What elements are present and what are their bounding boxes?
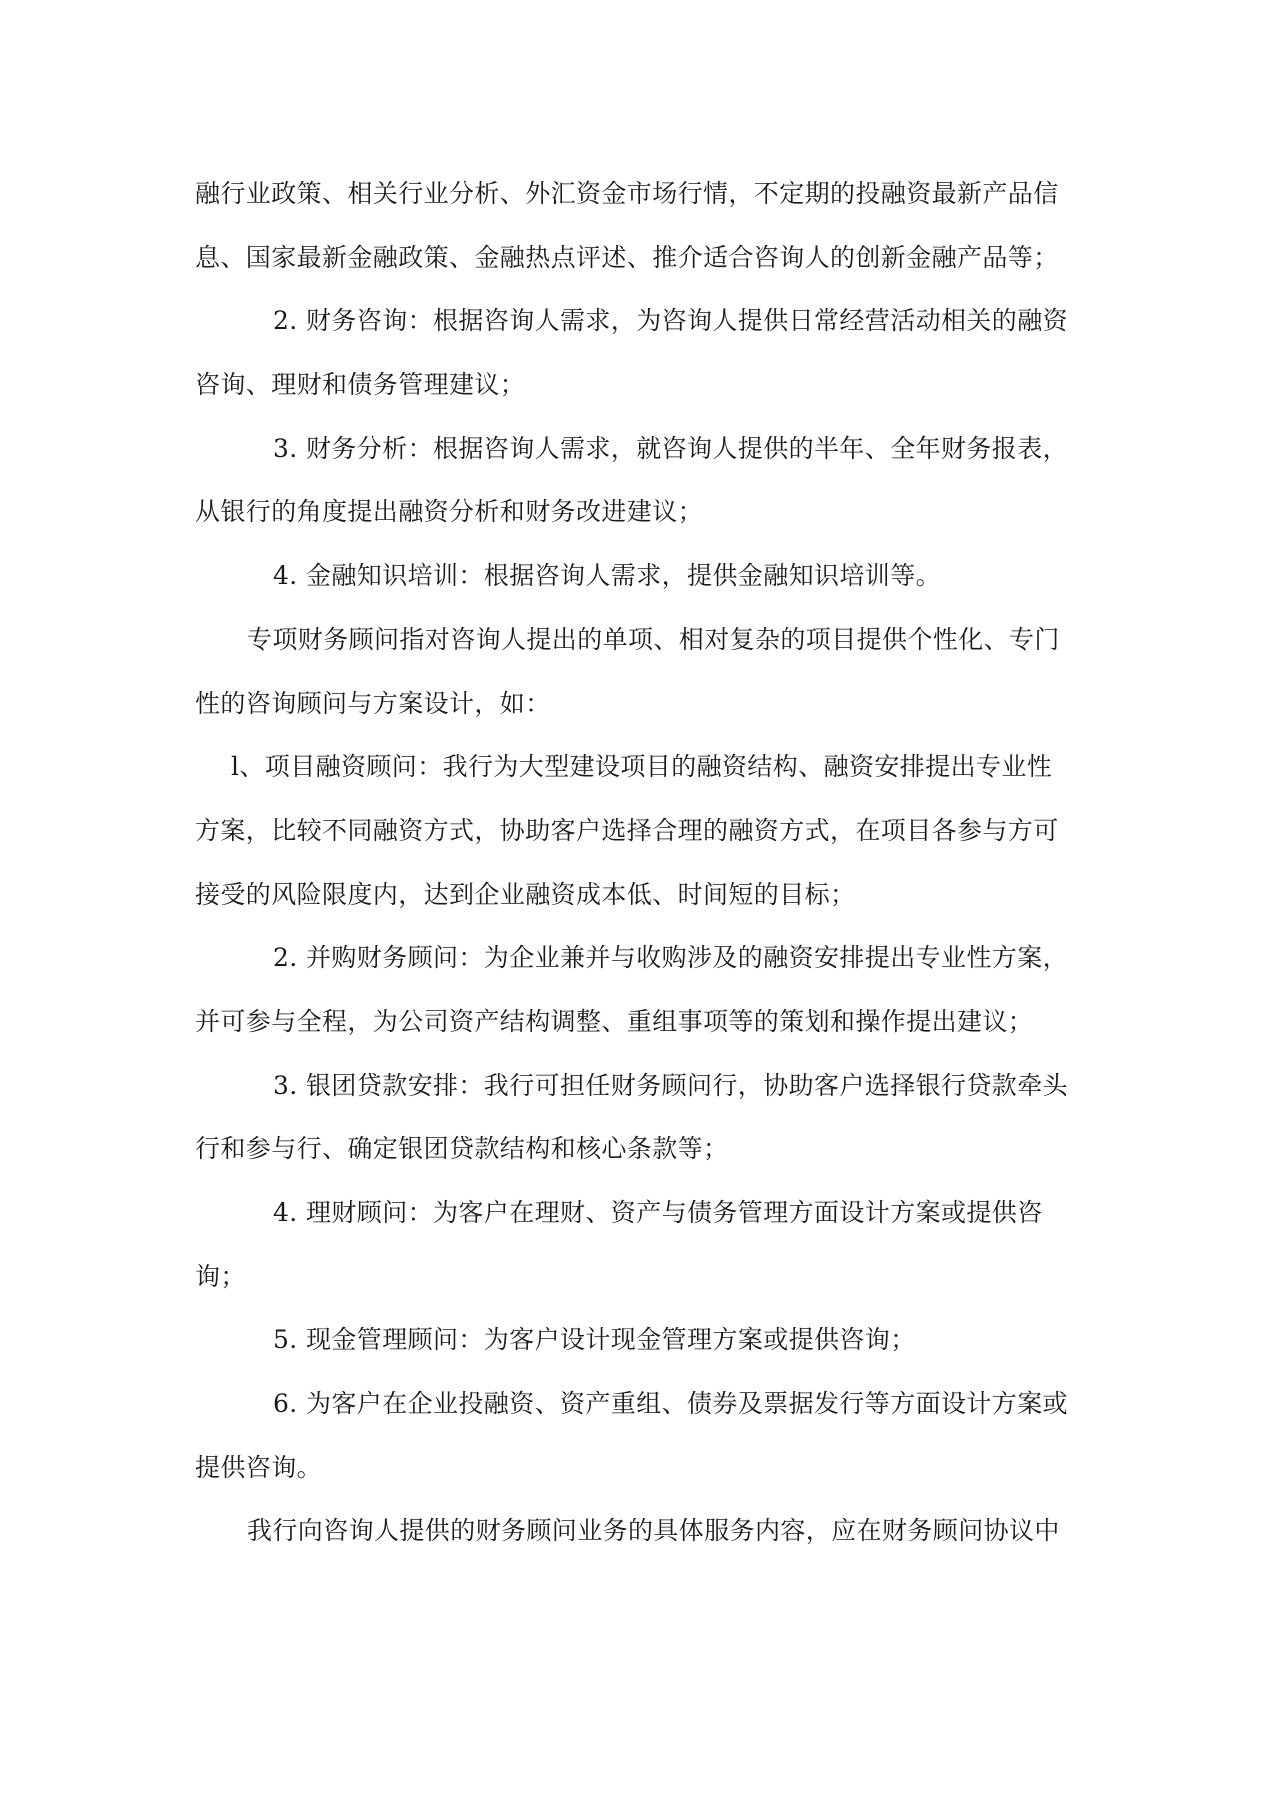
text-line: 2. 财务咨询：根据咨询人需求，为咨询人提供日常经营活动相关的融资	[273, 306, 1069, 336]
paragraph-intro-continuation	[195, 162, 1095, 289]
text-line: 3. 银团贷款安排：我行可担任财务顾问行，协助客户选择银行贷款牵头	[273, 1070, 1069, 1100]
paragraph-special-advisory	[195, 608, 1095, 735]
text-line: 4. 理财顾问：为客户在理财、资产与债务管理方面设计方案或提供咨	[273, 1198, 1043, 1227]
text-line: 3. 财务分析：根据咨询人需求，就咨询人提供的半年、全年财务报表，	[273, 433, 1069, 463]
text-line: 融行业政策、相关行业分析、外汇资金市场行情，不定期的投融资最新产品信	[195, 179, 1059, 208]
paragraph-training	[195, 544, 1095, 608]
paragraph-service-content	[195, 1499, 1095, 1563]
paragraph-wealth-advisory	[195, 1181, 1095, 1308]
text-line: 性的咨询顾问与方案设计，如：	[195, 688, 551, 718]
text-line: 方案，比较不同融资方式，协助客户选择合理的融资方式，在项目各参与方可	[195, 815, 1059, 845]
text-line: 专项财务顾问指对咨询人提出的单项、相对复杂的项目提供个性化、专门	[247, 624, 1060, 654]
text-line: 2. 并购财务顾问：为企业兼并与收购涉及的融资安排提出专业性方案，	[273, 943, 1069, 973]
paragraph-financial-consulting	[195, 289, 1095, 416]
text-line: 息、国家最新金融政策、金融热点评述、推介适合咨询人的创新金融产品等；	[195, 242, 1059, 272]
text-line: 我行向咨询人提供的财务顾问业务的具体服务内容，应在财务顾问协议中	[247, 1516, 1060, 1546]
text-line: 5. 现金管理顾问：为客户设计现金管理方案或提供咨询；	[273, 1325, 916, 1355]
paragraph-syndicated-loan	[195, 1054, 1095, 1181]
text-line: 6. 为客户在企业投融资、资产重组、债券及票据发行等方面设计方案或	[273, 1389, 1069, 1419]
text-line: 行和参与行、确定银团贷款结构和核心条款等；	[195, 1134, 729, 1164]
paragraph-ma-advisory	[195, 926, 1095, 1053]
paragraph-financial-analysis	[195, 417, 1095, 544]
text-line: 并可参与全程，为公司资产结构调整、重组事项等的策划和操作提出建议；	[195, 1006, 1034, 1036]
text-line: l、项目融资顾问：我行为大型建设项目的融资结构、融资安排提出专业性	[231, 752, 1053, 782]
text-line: 从银行的角度提出融资分析和财务改进建议；	[195, 497, 704, 527]
document-body	[195, 162, 1095, 1563]
text-line: 接受的风险限度内，达到企业融资成本低、时间短的目标；	[195, 879, 856, 909]
paragraph-project-financing	[195, 735, 1095, 926]
paragraph-investment-financing	[195, 1372, 1095, 1499]
text-line: 4. 金融知识培训：根据咨询人需求，提供金融知识培训等。	[273, 561, 942, 591]
text-line: 咨询、理财和债务管理建议；	[195, 370, 526, 400]
text-line: 询；	[195, 1261, 246, 1291]
text-line: 提供咨询。	[195, 1452, 323, 1482]
paragraph-cash-management	[195, 1308, 1095, 1372]
